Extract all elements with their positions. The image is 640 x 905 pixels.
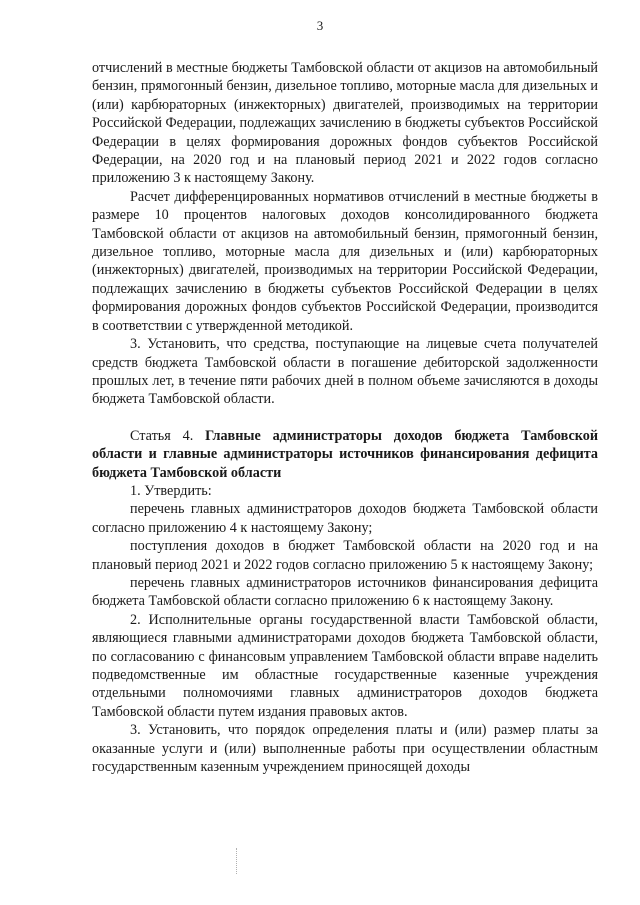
document-body — [92, 59, 598, 776]
paragraph-revenue-receipts: поступления доходов в бюджет Тамбовской области на 2020 год и на плановый период 2021 и 2022 годов согласно приложению 5 к настоящему Закону; — [92, 538, 598, 573]
paragraph-fee-procedure: 3. Установить, что порядок определения платы и (или) размер платы за оказанные услуги и (или) выполненные работы при осуществлении областным государственным казенным учреждением приносящей доходы — [92, 722, 598, 776]
paragraph-executive-bodies: 2. Исполнительные органы государственной власти Тамбовской области, являющиеся главными администраторами доходов бюджета Тамбовской области, по согласованию с финансовым управлением Тамбовской области вправе наделить подведомственные им областные государственные казенные учреждения отдельными полномочиями главных администраторов доходов бюджета Тамбовской области путем издания правовых актов. — [92, 611, 598, 720]
paragraph-continuation: отчислений в местные бюджеты Тамбовской области от акцизов на автомобильный бензин, прямогонный бензин, дизельное топливо, моторные масла для дизельных и (или) карбюраторных (инжекторных) двигателей, производимых на территории Российской Федерации, подлежащих зачислению в бюджеты субъектов Российской Федерации в целях формирования дорожных фондов субъектов Российской Федерации, на 2020 год и на плановый период 2021 и 2022 годов согласно приложению 3 к настоящему Закону. — [92, 60, 599, 187]
page-number: 3 — [316, 18, 324, 33]
article-spacer — [92, 409, 598, 427]
paragraph-list-revenue-admins: перечень главных администраторов доходов бюджета Тамбовской области согласно приложению 4 к настоящему Закону; — [92, 501, 598, 536]
article-4-heading — [92, 427, 598, 482]
article-4-title: Главные администраторы доходов бюджета Тамбовской области и главные администраторы источников финансирования дефицита бюджета Тамбовской области — [92, 427, 598, 481]
scan-artifact — [236, 848, 239, 874]
paragraph-calculation: Расчет дифференцированных нормативов отчислений в местные бюджеты в размере 10 процентов налоговых доходов консолидированного бюджета Тамбовской области от акцизов на автомобильный бензин, прямогонный бензин, дизельное топливо, моторные масла для дизельных и (или) карбюраторных (инжекторных) двигателей, производимых на территории Российской Федерации, подлежащих зачислению в бюджеты субъектов Российской Федерации в целях формирования дорожных фондов субъектов Российской Федерации, производится в соответствии с утвержденной методикой. — [92, 188, 598, 334]
paragraph-list-deficit-admins: перечень главных администраторов источников финансирования дефицита бюджета Тамбовской области согласно приложению 6 к настоящему Закону. — [92, 574, 598, 610]
article-4-number: Статья 4. — [130, 427, 194, 444]
paragraph-clause-3: 3. Установить, что средства, поступающие на лицевые счета получателей средств бюджета Тамбовской области в погашение дебиторской задолженности прошлых лет, в течение пяти рабочих дней в полном объеме зачисляются в доходы бюджета Тамбовской области. — [92, 336, 598, 408]
paragraph-approve: 1. Утвердить: — [130, 482, 212, 499]
